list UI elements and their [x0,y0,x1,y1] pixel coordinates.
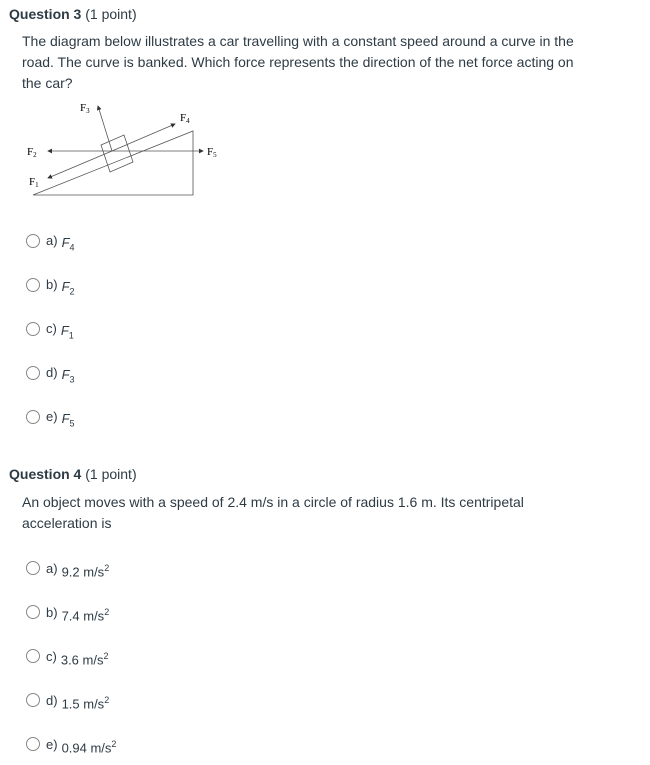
radio-button[interactable] [26,322,40,336]
banked-curve-diagram [0,90,240,200]
question-3-text: The diagram below illustrates a car travelling with a constant speed around a curve in the road. The curve is banked. Which force represents the direction of the net force acting on the car? [22,33,574,91]
option-value: 0.94 $m/s^2$ [61,739,117,756]
option-value: 1.5 $m/s^2$ [61,695,110,712]
radio-button[interactable] [26,561,40,575]
q3-option-e[interactable] [26,408,75,429]
arrow-f4 [112,124,175,151]
option-label: a) [46,560,58,576]
q3-option-d[interactable] [26,364,75,385]
q4-option-c[interactable] [26,648,109,668]
q4-option-a[interactable] [26,560,110,580]
question-4-text: An object moves with a speed of 2.4 m/s in a circle of radius 1.6 m. Its centripetal acceleration is [22,494,524,531]
option-label: d) [46,365,58,381]
radio-button[interactable] [26,605,40,619]
label-f5: F5 [207,146,217,159]
incline-triangle [33,131,193,195]
q4-option-d[interactable] [26,692,110,712]
arrow-f3 [98,106,112,151]
question-4-header [9,466,137,482]
label-f2: F2 [27,146,37,159]
option-label: e) [46,409,58,425]
option-value: $F_2$ [61,279,75,297]
option-value: 9.2 $m/s^2$ [61,563,110,580]
option-label: e) [46,736,58,752]
option-label: a) [46,233,58,249]
option-label: c) [46,648,57,664]
option-label: b) [46,277,58,293]
radio-button[interactable] [26,366,40,380]
question-points: (1 point) [85,6,137,22]
radio-button[interactable] [26,234,40,248]
label-f1: F1 [29,176,39,189]
question-title: Question 4 [9,466,82,482]
option-label: d) [46,692,58,708]
option-value: $F_5$ [61,411,75,429]
option-value: 7.4 $m/s^2$ [61,607,110,624]
option-label: c) [46,321,57,337]
label-f3: F3 [80,102,90,115]
q3-option-a[interactable] [26,232,75,253]
q4-option-b[interactable] [26,604,110,624]
radio-button[interactable] [26,693,40,707]
option-value: 3.6 $m/s^2$ [60,651,109,668]
q4-option-e[interactable] [26,736,117,756]
radio-button[interactable] [26,649,40,663]
question-points: (1 point) [85,466,137,482]
option-value: $F_4$ [61,235,75,253]
option-value: $F_1$ [60,323,74,341]
radio-button[interactable] [26,278,40,292]
question-3-header [9,6,137,22]
radio-button[interactable] [26,410,40,424]
question-title: Question 3 [9,6,82,22]
radio-button[interactable] [26,737,40,751]
arrow-f1 [48,151,112,178]
q3-option-c[interactable] [26,320,74,341]
option-value: $F_3$ [61,367,75,385]
label-f4: F4 [180,112,190,125]
option-label: b) [46,604,58,620]
q3-option-b[interactable] [26,276,75,297]
